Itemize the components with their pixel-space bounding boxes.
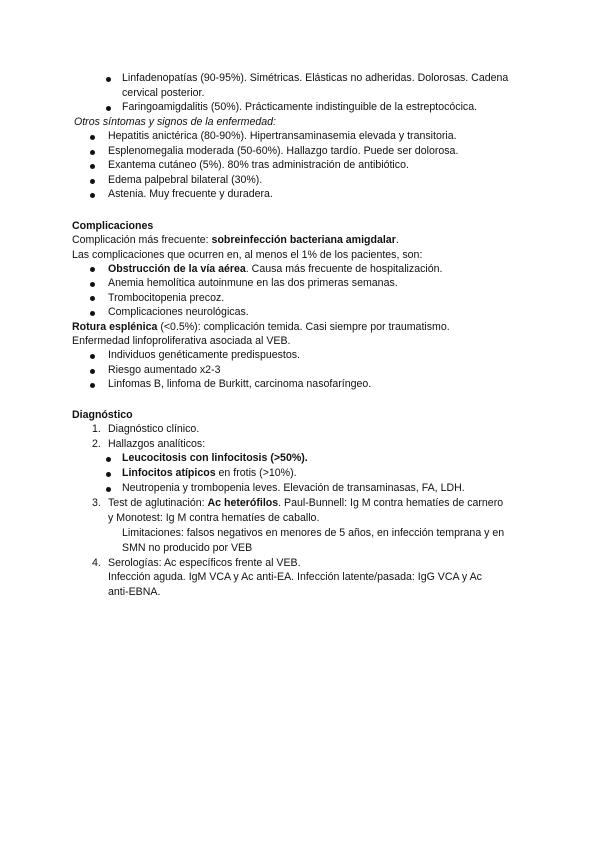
bullet bbox=[106, 106, 111, 111]
list-item: Individuos genéticamente predispuestos. bbox=[108, 349, 300, 361]
list-number: 4. bbox=[92, 557, 101, 569]
sub-list-item: Neutropenia y trombopenia leves. Elevación de transaminasas, FA, LDH. bbox=[122, 482, 465, 494]
text: (<0.5%): complicación temida. Casi siempre por traumatismo. bbox=[157, 321, 450, 333]
bullet bbox=[90, 369, 95, 374]
bullet bbox=[90, 193, 95, 198]
emphasis: Ac heterófilos bbox=[207, 497, 279, 509]
emphasis: Rotura esplénica bbox=[72, 321, 158, 333]
list-item: Edema palpebral bilateral (30%). bbox=[108, 174, 263, 186]
emphasis: sobreinfección bacteriana amigdalar bbox=[211, 234, 396, 246]
list-item: Serologías: Ac específicos frente al VEB. bbox=[108, 557, 301, 569]
list-item: Faringoamigdalitis (50%). Prácticamente indistinguible de la estreptocócica. bbox=[122, 101, 478, 113]
section-heading-diagnostico: Diagnóstico bbox=[72, 409, 133, 421]
paragraph bbox=[72, 233, 399, 248]
list-item: Complicaciones neurológicas. bbox=[108, 306, 249, 318]
bullet bbox=[90, 311, 95, 316]
text: . Paul-Bunnell: Ig M contra hematíes de carnero bbox=[278, 497, 504, 509]
list-item-note: Limitaciones: falsos negativos en menores de 5 años, en infección temprana y en bbox=[122, 527, 505, 539]
list-item-continuation: cervical posterior. bbox=[122, 87, 205, 99]
bullet bbox=[90, 150, 95, 155]
list-item-note: SMN no producido por VEB bbox=[122, 542, 253, 554]
text: Test de aglutinación: bbox=[108, 497, 208, 509]
bullet bbox=[106, 472, 111, 477]
emphasis: Obstrucción de la vía aérea bbox=[108, 263, 246, 275]
list-item bbox=[108, 496, 503, 511]
bullet bbox=[106, 487, 111, 492]
list-item: Anemia hemolítica autoinmune en las dos primeras semanas. bbox=[108, 277, 398, 289]
sub-list-item: Leucocitosis con linfocitosis (>50%). bbox=[122, 452, 308, 464]
list-item-continuation: y Monotest: Ig M contra hematíes de caballo. bbox=[108, 512, 320, 524]
emphasis: Linfocitos atípicos bbox=[122, 467, 216, 479]
list-item-continuation: Infección aguda. IgM VCA y Ac anti-EA. Infección latente/pasada: IgG VCA y Ac bbox=[108, 571, 482, 583]
list-item: Esplenomegalia moderada (50-60%). Hallazgo tardío. Puede ser dolorosa. bbox=[108, 145, 459, 157]
list-item: Riesgo aumentado x2-3 bbox=[108, 364, 221, 376]
list-number: 1. bbox=[92, 423, 101, 435]
bullet bbox=[90, 282, 95, 287]
bullet bbox=[106, 77, 111, 82]
paragraph: Las complicaciones que ocurren en, al menos el 1% de los pacientes, son: bbox=[72, 249, 423, 261]
bullet bbox=[106, 457, 111, 462]
bullet bbox=[90, 135, 95, 140]
paragraph bbox=[72, 320, 450, 335]
list-number: 3. bbox=[92, 497, 101, 509]
list-item: Linfomas B, linfoma de Burkitt, carcinoma nasofaríngeo. bbox=[108, 378, 372, 390]
list-item: Astenia. Muy frecuente y duradera. bbox=[108, 188, 273, 200]
bullet bbox=[90, 383, 95, 388]
bullet bbox=[90, 354, 95, 359]
sub-list-item bbox=[122, 466, 297, 481]
bullet bbox=[90, 296, 95, 301]
list-item: Hepatitis anictérica (80-90%). Hipertransaminasemia elevada y transitoria. bbox=[108, 130, 457, 142]
list-item bbox=[108, 262, 442, 277]
list-item: Hallazgos analíticos: bbox=[108, 438, 206, 450]
list-item: Trombocitopenia precoz. bbox=[108, 292, 225, 304]
text: en frotis (>10%). bbox=[215, 467, 297, 479]
list-number: 2. bbox=[92, 438, 101, 450]
list-item: Diagnóstico clínico. bbox=[108, 423, 200, 435]
list-item-continuation: anti-EBNA. bbox=[108, 586, 161, 598]
subheading-otros: Otros síntomas y signos de la enfermedad: bbox=[74, 116, 276, 128]
bullet bbox=[90, 267, 95, 272]
text: . Causa más frecuente de hospitalización. bbox=[245, 263, 443, 275]
text: . bbox=[395, 234, 399, 246]
section-heading-complicaciones: Complicaciones bbox=[72, 220, 154, 232]
text: Complicación más frecuente: bbox=[72, 234, 212, 246]
bullet bbox=[90, 179, 95, 184]
paragraph: Enfermedad linfoproliferativa asociada al VEB. bbox=[72, 335, 291, 347]
bullet bbox=[90, 164, 95, 169]
list-item: Exantema cutáneo (5%). 80% tras administración de antibiótico. bbox=[108, 159, 409, 171]
list-item: Linfadenopatías (90-95%). Simétricas. Elásticas no adheridas. Dolorosas. Cadena bbox=[122, 72, 509, 84]
